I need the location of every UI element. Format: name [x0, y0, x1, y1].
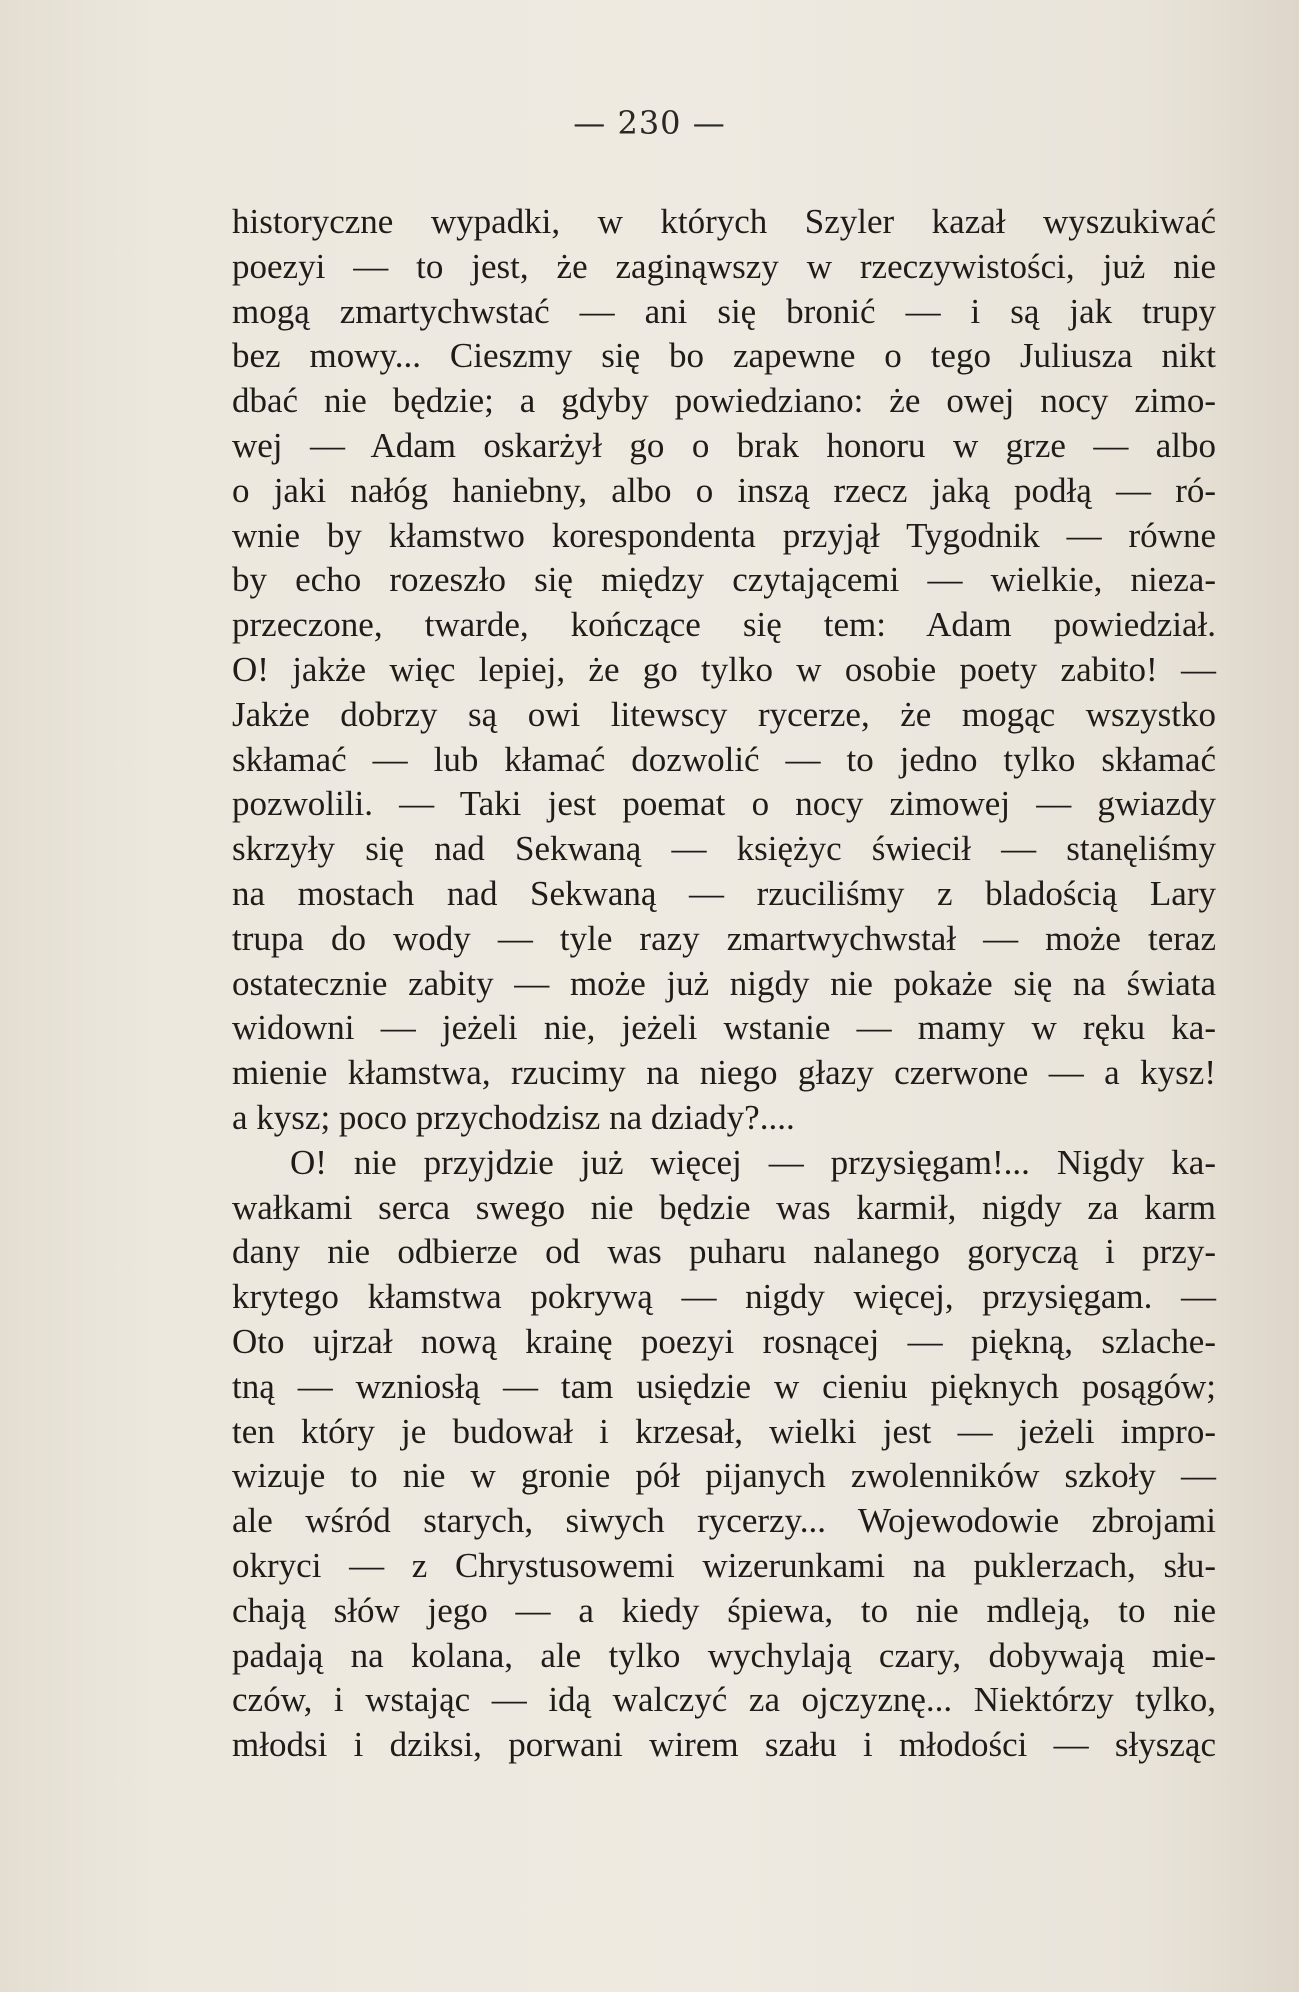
- text-line: młodsi i dziksi, porwani wirem szału i młodości — słysząc: [232, 1725, 1216, 1765]
- text-line: krytego kłamstwa pokrywą — nigdy więcej, przysięgam. —: [232, 1277, 1216, 1317]
- text-line: mienie kłamstwa, rzucimy na niego głazy czerwone — a kysz!: [232, 1053, 1216, 1093]
- text-line: historyczne wypadki, w których Szyler kazał wyszukiwać: [232, 202, 1216, 241]
- text-line: a kysz; poco przychodzisz na dziady?....: [232, 1097, 795, 1137]
- text-line: poezyi — to jest, że zaginąwszy w rzeczywistości, już nie: [232, 246, 1216, 286]
- text-line: ten który je budował i krzesał, wielki jest — jeżeli impro-: [232, 1411, 1216, 1451]
- text-line: przeczone, twarde, kończące się tem: Adam powiedział.: [232, 605, 1216, 645]
- text-line: widowni — jeżeli nie, jeżeli wstanie — mamy w ręku ka-: [232, 1008, 1216, 1048]
- text-line: O! nie przyjdzie już więcej — przysięgam!... Nigdy ka-: [290, 1142, 1216, 1182]
- text-line: by echo rozeszło się między czytającemi — wielkie, nieza-: [232, 560, 1216, 600]
- text-line: wizuje to nie w gronie pół pijanych zwolenników szkoły —: [232, 1456, 1216, 1496]
- text-line: dany nie odbierze od was puharu nalanego goryczą i przy-: [232, 1232, 1216, 1272]
- text-line: Oto ujrzał nową krainę poezyi rosnącej — piękną, szlache-: [232, 1321, 1216, 1361]
- page-number: — 230 —: [573, 104, 726, 142]
- text-line: chają słów jego — a kiedy śpiewa, to nie mdleją, to nie: [232, 1590, 1216, 1630]
- text-line: na mostach nad Sekwaną — rzuciliśmy z bladością Lary: [232, 873, 1216, 913]
- text-line: tną — wzniosłą — tam usiędzie w cieniu pięknych posągów;: [232, 1366, 1216, 1406]
- text-line: skłamać — lub kłamać dozwolić — to jedno tylko skłamać: [232, 739, 1216, 779]
- text-line: wałkami serca swego nie będzie was karmił, nigdy za karm: [232, 1187, 1216, 1227]
- text-line: o jaki nałóg haniebny, albo o inszą rzecz jaką podłą — ró-: [232, 470, 1216, 510]
- text-line: O! jakże więc lepiej, że go tylko w osobie poety zabito! —: [232, 649, 1216, 689]
- text-line: skrzyły się nad Sekwaną — księżyc świecił — stanęliśmy: [232, 829, 1216, 869]
- text-line: mogą zmartychwstać — ani się bronić — i są jak trupy: [232, 291, 1216, 331]
- text-line: padają na kolana, ale tylko wychylają czary, dobywają mie-: [232, 1635, 1216, 1675]
- text-line: ale wśród starych, siwych rycerzy... Wojewodowie zbrojami: [232, 1501, 1216, 1541]
- text-line: pozwolili. — Taki jest poemat o nocy zimowej — gwiazdy: [232, 784, 1216, 824]
- text-line: ostatecznie zabity — może już nigdy nie pokaże się na świata: [232, 963, 1216, 1003]
- text-line: wnie by kłamstwo korespondenta przyjął Tygodnik — równe: [232, 515, 1216, 555]
- text-line: bez mowy... Cieszmy się bo zapewne o tego Juliusza nikt: [232, 336, 1216, 376]
- text-line: okryci — z Chrystusowemi wizerunkami na puklerzach, słu-: [232, 1545, 1216, 1585]
- text-line: wej — Adam oskarżył go o brak honoru w grze — albo: [232, 425, 1216, 465]
- text-line: Jakże dobrzy są owi litewscy rycerze, że mogąc wszystko: [232, 694, 1216, 734]
- text-line: dbać nie będzie; a gdyby powiedziano: że owej nocy zimo-: [232, 381, 1216, 421]
- body-text: [232, 200, 1216, 1768]
- text-line: trupa do wody — tyle razy zmartwychwstał — może teraz: [232, 918, 1216, 958]
- text-line: czów, i wstając — idą walczyć za ojczyznę... Niektórzy tylko,: [232, 1680, 1216, 1720]
